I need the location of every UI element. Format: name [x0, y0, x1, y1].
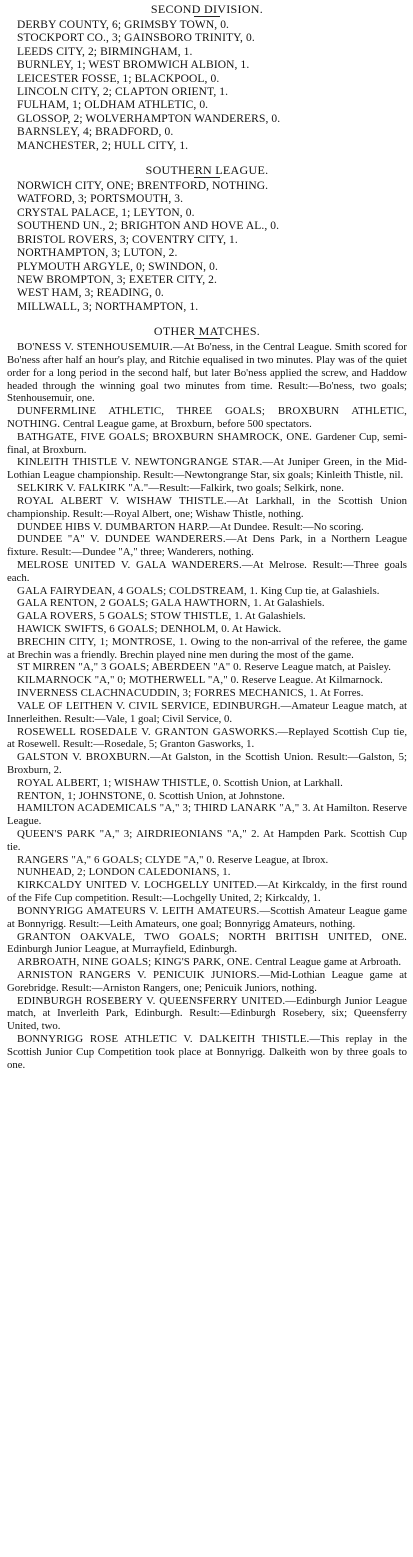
match-title: BRECHIN CITY, 1; MONTROSE, 1. [17, 635, 188, 648]
match-text: —Amateur League match, at Innerleithen. Result:—Vale, 1 goal; Civil Service, 0. [7, 699, 407, 725]
match-text: —At Kirkcaldy, in the first round of the Fife Cup competition. Result:—Lochgelly United, 2; Kirkcaldy, 1. [7, 879, 407, 905]
match-title: BONNYRIGG ROSE ATHLETIC V. DALKEITH THISTLE. [17, 1033, 310, 1045]
result-line: PLYMOUTH ARGYLE, 0; SWINDON, 0. [17, 260, 218, 273]
result-line: CRYSTAL PALACE, 1; LEYTON, 0. [17, 206, 195, 219]
match-text: —At Juniper Green, in the Mid-Lothian League championship. Result:—Newtongrange Star, six goals; Kinleith Thistle, nil. [7, 456, 407, 482]
match-title: KIRKCALDY UNITED V. LOCHGELLY UNITED. [17, 879, 257, 892]
match-report [7, 623, 407, 636]
match-report [7, 456, 407, 482]
result-line: MILLWALL, 3; NORTHAMPTON, 1. [17, 300, 199, 313]
match-report [7, 802, 407, 828]
match-title: NUNHEAD, 2; LONDON CALEDONIANS, 1. [17, 866, 231, 879]
match-report [7, 495, 407, 521]
match-title: BO'NESS V. STENHOUSEMUIR. [17, 341, 173, 354]
match-report [7, 687, 407, 700]
result-line: DERBY COUNTY, 6; GRIMSBY TOWN, 0. [17, 19, 230, 31]
match-report [7, 777, 407, 790]
match-title: RENTON, 1; JOHNSTONE, 0. [17, 789, 157, 802]
heading-rule [194, 16, 220, 17]
result-line: FULHAM, 1; OLDHAM ATHLETIC, 0. [17, 99, 209, 112]
result-line: LEEDS CITY, 2; BIRMINGHAM, 1. [17, 45, 193, 58]
match-report [7, 597, 407, 610]
match-title: KILMARNOCK "A," 0; MOTHERWELL "A," 0. [17, 674, 239, 687]
match-text: At Forres. [317, 687, 364, 700]
match-title: ROYAL ALBERT V. WISHAW THISTLE. [17, 494, 227, 507]
section-heading: SOUTHERN LEAGUE. [145, 163, 269, 178]
result-line: LEICESTER FOSSE, 1; BLACKPOOL, 0. [17, 72, 220, 85]
match-report [7, 726, 407, 752]
match-text: —At Melrose. Result:—Three goals each. [7, 558, 407, 584]
results-list [7, 180, 407, 314]
match-text: —At Dundee. Result:—No scoring. [209, 520, 364, 533]
result-line: WEST HAM, 3; READING, 0. [17, 287, 164, 300]
match-text: —At Larkhall, in the Scottish Union championship. Result:—Royal Albert, one; Wishaw Thistle, nothing. [7, 494, 407, 520]
match-text: Scottish Union, at Johnstone. [156, 789, 285, 802]
result-line: NEW BROMPTON, 3; EXETER CITY, 2. [17, 273, 217, 286]
match-report [7, 661, 407, 674]
section-gap [7, 314, 407, 324]
match-title: QUEEN'S PARK "A," 3; AIRDRIEONIANS "A," 2. [17, 828, 260, 840]
match-report [7, 431, 407, 457]
match-title: GALA ROVERS, 5 GOALS; STOW THISTLE, 1. [17, 610, 243, 623]
match-report [7, 931, 407, 957]
match-text: —This replay in the Scottish Junior Cup Competition took place at Bonnyrigg. Dalkeith won by three goals to one. [7, 1033, 408, 1071]
match-report [7, 610, 407, 623]
match-title: VALE OF LEITHEN V. CIVIL SERVICE, EDINBURGH. [17, 699, 281, 712]
match-reports [7, 341, 407, 1071]
match-title: ROYAL ALBERT, 1; WISHAW THISTLE, 0. [17, 776, 222, 789]
result-line: STOCKPORT CO., 3; GAINSBORO TRINITY, 0. [17, 32, 255, 45]
match-text: —Scottish Amateur League game at Bonnyrigg. Result:—Leith Amateurs, one goal; Bonnyrigg Amateurs, nothing. [7, 904, 407, 930]
match-report [7, 405, 407, 431]
match-report [7, 854, 407, 867]
match-text: Central League game, at Broxburn, before 500 spectators. [60, 418, 312, 430]
match-report [7, 790, 407, 803]
match-title: ROSEWELL ROSEDALE V. GRANTON GASWORKS. [17, 725, 278, 738]
match-text: —At Dens Park, in a Northern League fixture. Result:—Dundee "A," three; Wanderers, nothing. [7, 533, 407, 559]
match-report [7, 533, 407, 559]
result-line: LINCOLN CITY, 2; CLAPTON ORIENT, 1. [17, 86, 229, 99]
match-title: MELROSE UNITED V. GALA WANDERERS. [17, 558, 242, 571]
section-other-matches [7, 324, 407, 1071]
match-text: Gardener Cup, semi-final, at Broxburn. [7, 430, 407, 456]
result-line: NORTHAMPTON, 3; LUTON, 2. [17, 247, 178, 260]
match-text: —Result:—Falkirk, two goals; Selkirk, none. [148, 482, 344, 495]
section-southern-league [7, 163, 407, 314]
match-text: Reserve League, at Ibrox. [214, 853, 329, 866]
results-list [7, 19, 407, 153]
match-title: DUNFERMLINE ATHLETIC, THREE GOALS; BROXBURN ATHLETIC, NOTHING. [7, 405, 407, 430]
match-title: INVERNESS CLACHNACUDDIN, 3; FORRES MECHANICS, 1. [17, 687, 318, 700]
match-report [7, 559, 407, 585]
match-text: —At Galston, in the Scottish Union. Result:—Galston, 5; Broxburn, 2. [7, 751, 408, 776]
match-report [7, 521, 407, 534]
section-heading: SECOND DIVISION. [150, 2, 264, 16]
match-text: At Hamilton. Reserve League. [7, 802, 407, 828]
result-line: GLOSSOP, 2; WOLVERHAMPTON WANDERERS, 0. [17, 112, 281, 125]
match-report [7, 700, 407, 726]
match-report [7, 905, 407, 931]
match-text: At Galashiels. [261, 597, 325, 610]
result-line: SOUTHEND UN., 2; BRIGHTON AND HOVE AL., 0. [17, 220, 280, 233]
match-report [7, 879, 407, 905]
match-title: GALA RENTON, 2 GOALS; GALA HAWTHORN, 1. [17, 597, 262, 610]
match-title: EDINBURGH ROSEBERY V. QUEENSFERRY UNITED. [17, 994, 286, 1007]
result-line: BARNSLEY, 4; BRADFORD, 0. [17, 126, 174, 139]
match-title: GRANTON OAKVALE, TWO GOALS; NORTH BRITISH UNITED, ONE. [17, 930, 407, 943]
match-title: HAWICK SWIFTS, 6 GOALS; DENHOLM, 0. [17, 623, 230, 635]
result-line: BRISTOL ROVERS, 3; COVENTRY CITY, 1. [17, 233, 238, 246]
section-second-division [7, 2, 407, 153]
match-report [7, 341, 407, 405]
match-text: At Galashiels. [242, 610, 306, 623]
result-line: MANCHESTER, 2; HULL CITY, 1. [17, 139, 189, 152]
match-text: —Replayed Scottish Cup tie, at Rosewell. Result:—Rosedale, 5; Granton Gasworks, 1. [7, 725, 408, 751]
match-report [7, 585, 407, 598]
match-title: ARNISTON RANGERS V. PENICUIK JUNIORS. [17, 968, 260, 981]
match-title: HAMILTON ACADEMICALS "A," 3; THIRD LANARK "A," 3. [17, 802, 311, 815]
match-text: —At Bo'ness, in the Central League. Smith scored for Bo'ness after half an hour's play, and Ritchie equalised in two minutes. Play was of the quiet order for a long period in the second half, but later Bo'ness applied the screw, and Haddow headed through the winning goal two minutes from time. Result:—Bo'ness, two goals; Stenhousemuir, one. [7, 341, 407, 405]
result-line: BURNLEY, 1; WEST BROMWICH ALBION, 1. [17, 59, 250, 72]
match-title: DUNDEE "A" V. DUNDEE WANDERERS. [17, 533, 226, 546]
heading-rule [194, 177, 220, 178]
match-report [7, 969, 407, 995]
match-report [7, 482, 407, 495]
match-report [7, 674, 407, 687]
match-title: DUNDEE HIBS V. DUMBARTON HARP. [17, 520, 210, 533]
match-title: BATHGATE, FIVE GOALS; BROXBURN SHAMROCK, ONE. [17, 430, 312, 443]
match-text: Reserve League. At Kilmarnock. [238, 674, 383, 687]
match-report [7, 866, 407, 879]
match-title: GALA FAIRYDEAN, 4 GOALS; COLDSTREAM, 1. [17, 584, 258, 597]
match-title: KINLEITH THISTLE V. NEWTONGRANGE STAR. [17, 456, 263, 469]
match-report [7, 956, 407, 969]
match-text: —Mid-Lothian League game at Gorebridge. Result:—Arniston Rangers, one; Penicuik Juniors, nothing. [7, 968, 407, 994]
match-text: Scottish Union, at Larkhall. [221, 776, 343, 789]
match-text: King Cup tie, at Galashiels. [257, 584, 380, 597]
match-title: ARBROATH, NINE GOALS; KING'S PARK, ONE. [17, 956, 253, 969]
match-title: GALSTON V. BROXBURN. [17, 751, 150, 764]
match-text: Owing to the non-arrival of the referee, the game at Brechin was a friendly. Brechin played nine men during the most of the game. [7, 635, 407, 661]
match-report [7, 1033, 407, 1071]
match-report [7, 995, 407, 1033]
match-report [7, 751, 407, 777]
result-line: WATFORD, 3; PORTSMOUTH, 3. [17, 193, 184, 206]
match-title: BONNYRIGG AMATEURS V. LEITH AMATEURS. [17, 904, 260, 917]
match-text: Edinburgh Junior League, at Murrayfield, Edinburgh. [7, 943, 238, 956]
heading-rule [194, 338, 220, 339]
match-text: Central League game at Arbroath. [252, 956, 402, 969]
match-report [7, 636, 407, 662]
match-title: SELKIRK V. FALKIRK "A." [17, 482, 149, 495]
match-text: At Hawick. [229, 623, 282, 635]
match-report [7, 828, 407, 854]
match-text: —Edinburgh Junior League match, at Inverleith Park, Edinburgh. Result:—Edinburgh Rosebery, six; Queensferry United, two. [7, 994, 407, 1033]
match-title: ST MIRREN "A," 3 GOALS; ABERDEEN "A" 0. [17, 661, 242, 674]
match-title: RANGERS "A," 6 GOALS; CLYDE "A," 0. [17, 853, 215, 866]
result-line: NORWICH CITY, ONE; BRENTFORD, NOTHING. [17, 180, 269, 193]
section-gap [7, 153, 407, 163]
match-text: At Hampden Park. Scottish Cup tie. [7, 828, 407, 853]
match-text: Reserve League match, at Paisley. [241, 661, 391, 674]
section-heading: OTHER MATCHES. [153, 324, 261, 339]
